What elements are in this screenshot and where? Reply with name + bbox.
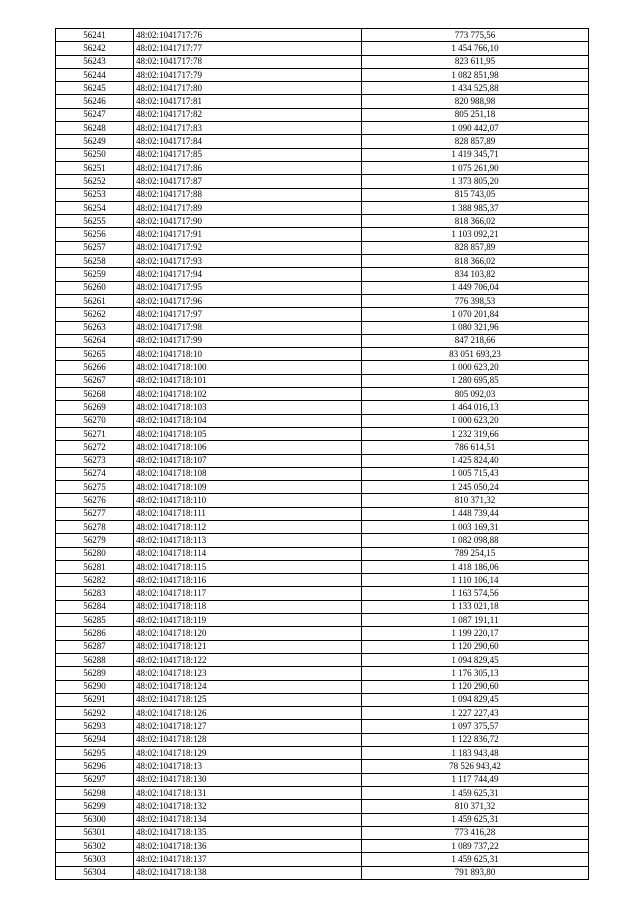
cadastral-value-cell: 1 464 016,13 — [362, 401, 589, 414]
row-number-cell: 56266 — [56, 361, 134, 374]
table-row — [56, 574, 589, 587]
cadastral-number-cell: 48:02:1041718:113 — [134, 534, 362, 547]
cadastral-number-cell: 48:02:1041718:127 — [134, 720, 362, 733]
table-row — [56, 401, 589, 414]
table-row — [56, 667, 589, 680]
cadastral-number-cell: 48:02:1041718:106 — [134, 441, 362, 454]
cadastral-number-cell: 48:02:1041718:126 — [134, 707, 362, 720]
cadastral-value-cell: 828 857,89 — [362, 241, 589, 254]
table-row — [56, 82, 589, 95]
table-row — [56, 108, 589, 121]
cadastral-value-cell: 818 366,02 — [362, 215, 589, 228]
table-row — [56, 547, 589, 560]
cadastral-value-cell: 1 089 737,22 — [362, 840, 589, 853]
row-number-cell: 56297 — [56, 773, 134, 786]
row-number-cell: 56250 — [56, 148, 134, 161]
row-number-cell: 56248 — [56, 122, 134, 135]
row-number-cell: 56243 — [56, 55, 134, 68]
table-row — [56, 693, 589, 706]
table-row — [56, 494, 589, 507]
cadastral-value-cell: 1 418 186,06 — [362, 560, 589, 573]
cadastral-value-cell: 815 743,05 — [362, 188, 589, 201]
cadastral-number-cell: 48:02:1041718:108 — [134, 467, 362, 480]
cadastral-number-cell: 48:02:1041717:78 — [134, 55, 362, 68]
table-row — [56, 361, 589, 374]
row-number-cell: 56293 — [56, 720, 134, 733]
cadastral-value-cell: 1 133 021,18 — [362, 600, 589, 613]
cadastral-number-cell: 48:02:1041717:84 — [134, 135, 362, 148]
table-row — [56, 813, 589, 826]
cadastral-value-cell: 789 254,15 — [362, 547, 589, 560]
row-number-cell: 56288 — [56, 653, 134, 666]
table-row — [56, 587, 589, 600]
cadastral-value-cell: 828 857,89 — [362, 135, 589, 148]
row-number-cell: 56264 — [56, 334, 134, 347]
cadastral-value-cell: 805 251,18 — [362, 108, 589, 121]
row-number-cell: 56259 — [56, 268, 134, 281]
cadastral-value-cell: 1 097 375,57 — [362, 720, 589, 733]
row-number-cell: 56304 — [56, 866, 134, 879]
cadastral-value-cell: 1 000 623,20 — [362, 414, 589, 427]
cadastral-number-cell: 48:02:1041718:124 — [134, 680, 362, 693]
table-row — [56, 241, 589, 254]
cadastral-value-cell: 773 416,28 — [362, 826, 589, 839]
cadastral-number-cell: 48:02:1041717:90 — [134, 215, 362, 228]
table-row — [56, 374, 589, 387]
row-number-cell: 56247 — [56, 108, 134, 121]
row-number-cell: 56291 — [56, 693, 134, 706]
row-number-cell: 56280 — [56, 547, 134, 560]
table-row — [56, 627, 589, 640]
table-row — [56, 188, 589, 201]
table-row — [56, 720, 589, 733]
cadastral-number-cell: 48:02:1041717:86 — [134, 161, 362, 174]
cadastral-number-cell: 48:02:1041717:96 — [134, 294, 362, 307]
row-number-cell: 56251 — [56, 161, 134, 174]
table-row — [56, 786, 589, 799]
cadastral-number-cell: 48:02:1041718:132 — [134, 800, 362, 813]
row-number-cell: 56253 — [56, 188, 134, 201]
row-number-cell: 56275 — [56, 481, 134, 494]
table-row — [56, 42, 589, 55]
row-number-cell: 56277 — [56, 507, 134, 520]
cadastral-value-cell: 1 245 050,24 — [362, 481, 589, 494]
cadastral-number-cell: 48:02:1041718:102 — [134, 388, 362, 401]
cadastral-value-cell: 847 218,66 — [362, 334, 589, 347]
cadastral-value-cell: 1 082 098,88 — [362, 534, 589, 547]
cadastral-number-cell: 48:02:1041718:115 — [134, 560, 362, 573]
cadastral-value-cell: 1 183 943,48 — [362, 747, 589, 760]
row-number-cell: 56265 — [56, 348, 134, 361]
cadastral-number-cell: 48:02:1041718:109 — [134, 481, 362, 494]
cadastral-number-cell: 48:02:1041718:134 — [134, 813, 362, 826]
cadastral-value-cell: 1 449 706,04 — [362, 281, 589, 294]
cadastral-number-cell: 48:02:1041718:100 — [134, 361, 362, 374]
cadastral-number-cell: 48:02:1041718:116 — [134, 574, 362, 587]
cadastral-number-cell: 48:02:1041717:85 — [134, 148, 362, 161]
table-row — [56, 201, 589, 214]
cadastral-value-cell: 1 373 805,20 — [362, 175, 589, 188]
cadastral-value-cell: 1 459 625,31 — [362, 813, 589, 826]
row-number-cell: 56276 — [56, 494, 134, 507]
cadastral-value-cell: 1 199 220,17 — [362, 627, 589, 640]
table-row — [56, 467, 589, 480]
row-number-cell: 56244 — [56, 68, 134, 81]
cadastral-value-cell: 1 080 321,96 — [362, 321, 589, 334]
cadastral-number-cell: 48:02:1041717:92 — [134, 241, 362, 254]
row-number-cell: 56258 — [56, 255, 134, 268]
table-row — [56, 640, 589, 653]
cadastral-value-cell: 810 371,32 — [362, 494, 589, 507]
table-row — [56, 175, 589, 188]
cadastral-number-cell: 48:02:1041717:80 — [134, 82, 362, 95]
row-number-cell: 56245 — [56, 82, 134, 95]
cadastral-number-cell: 48:02:1041718:128 — [134, 733, 362, 746]
table-row — [56, 441, 589, 454]
cadastral-number-cell: 48:02:1041717:89 — [134, 201, 362, 214]
cadastral-number-cell: 48:02:1041718:121 — [134, 640, 362, 653]
cadastral-value-cell: 1 110 106,14 — [362, 574, 589, 587]
row-number-cell: 56257 — [56, 241, 134, 254]
cadastral-value-cell: 1 434 525,88 — [362, 82, 589, 95]
cadastral-value-cell: 1 280 695,85 — [362, 374, 589, 387]
table-row — [56, 826, 589, 839]
row-number-cell: 56260 — [56, 281, 134, 294]
cadastral-value-cell: 1 000 623,20 — [362, 361, 589, 374]
cadastral-number-cell: 48:02:1041718:119 — [134, 614, 362, 627]
cadastral-number-cell: 48:02:1041717:91 — [134, 228, 362, 241]
cadastral-value-cell: 1 122 836,72 — [362, 733, 589, 746]
row-number-cell: 56242 — [56, 42, 134, 55]
cadastral-value-cell: 1 103 092,21 — [362, 228, 589, 241]
row-number-cell: 56267 — [56, 374, 134, 387]
cadastral-value-cell: 791 893,80 — [362, 866, 589, 879]
row-number-cell: 56255 — [56, 215, 134, 228]
row-number-cell: 56249 — [56, 135, 134, 148]
row-number-cell: 56279 — [56, 534, 134, 547]
row-number-cell: 56252 — [56, 175, 134, 188]
row-number-cell: 56246 — [56, 95, 134, 108]
cadastral-number-cell: 48:02:1041717:98 — [134, 321, 362, 334]
cadastral-number-cell: 48:02:1041718:135 — [134, 826, 362, 839]
table-row — [56, 228, 589, 241]
row-number-cell: 56278 — [56, 520, 134, 533]
cadastral-number-cell: 48:02:1041718:104 — [134, 414, 362, 427]
cadastral-number-cell: 48:02:1041717:95 — [134, 281, 362, 294]
table-row — [56, 321, 589, 334]
table-row — [56, 773, 589, 786]
table-row — [56, 388, 589, 401]
cadastral-value-cell: 78 526 943,42 — [362, 760, 589, 773]
cadastral-number-cell: 48:02:1041717:97 — [134, 308, 362, 321]
table-body — [56, 29, 589, 880]
table-row — [56, 55, 589, 68]
cadastral-value-cell: 1 082 851,98 — [362, 68, 589, 81]
row-number-cell: 56261 — [56, 294, 134, 307]
cadastral-number-cell: 48:02:1041718:110 — [134, 494, 362, 507]
cadastral-number-cell: 48:02:1041717:88 — [134, 188, 362, 201]
cadastral-value-cell: 1 227 227,43 — [362, 707, 589, 720]
row-number-cell: 56269 — [56, 401, 134, 414]
cadastral-number-cell: 48:02:1041718:122 — [134, 653, 362, 666]
table-row — [56, 481, 589, 494]
table-row — [56, 308, 589, 321]
table-row — [56, 414, 589, 427]
cadastral-number-cell: 48:02:1041718:117 — [134, 587, 362, 600]
row-number-cell: 56299 — [56, 800, 134, 813]
row-number-cell: 56270 — [56, 414, 134, 427]
cadastral-number-cell: 48:02:1041718:105 — [134, 427, 362, 440]
row-number-cell: 56263 — [56, 321, 134, 334]
table-row — [56, 454, 589, 467]
table-row — [56, 747, 589, 760]
cadastral-value-cell: 823 611,95 — [362, 55, 589, 68]
table-row — [56, 215, 589, 228]
cadastral-number-cell: 48:02:1041717:83 — [134, 122, 362, 135]
row-number-cell: 56285 — [56, 614, 134, 627]
table-row — [56, 707, 589, 720]
cadastral-number-cell: 48:02:1041718:136 — [134, 840, 362, 853]
row-number-cell: 56284 — [56, 600, 134, 613]
table-row — [56, 853, 589, 866]
cadastral-number-cell: 48:02:1041718:114 — [134, 547, 362, 560]
cadastral-value-cell: 810 371,32 — [362, 800, 589, 813]
cadastral-number-cell: 48:02:1041717:79 — [134, 68, 362, 81]
cadastral-value-cell: 1 005 715,43 — [362, 467, 589, 480]
cadastral-value-cell: 805 092,03 — [362, 388, 589, 401]
cadastral-number-cell: 48:02:1041718:123 — [134, 667, 362, 680]
table-row — [56, 534, 589, 547]
table-row — [56, 135, 589, 148]
row-number-cell: 56295 — [56, 747, 134, 760]
cadastral-value-cell: 1 070 201,84 — [362, 308, 589, 321]
cadastral-number-cell: 48:02:1041717:76 — [134, 29, 362, 42]
cadastral-number-cell: 48:02:1041718:103 — [134, 401, 362, 414]
cadastral-value-cell: 1 425 824,40 — [362, 454, 589, 467]
row-number-cell: 56271 — [56, 427, 134, 440]
cadastral-number-cell: 48:02:1041717:87 — [134, 175, 362, 188]
table-row — [56, 161, 589, 174]
cadastral-value-cell: 1 459 625,31 — [362, 786, 589, 799]
row-number-cell: 56272 — [56, 441, 134, 454]
cadastral-number-cell: 48:02:1041718:118 — [134, 600, 362, 613]
row-number-cell: 56300 — [56, 813, 134, 826]
cadastral-value-cell: 1 094 829,45 — [362, 653, 589, 666]
row-number-cell: 56256 — [56, 228, 134, 241]
cadastral-value-cell: 1 120 290,60 — [362, 640, 589, 653]
cadastral-number-cell: 48:02:1041718:131 — [134, 786, 362, 799]
table-row — [56, 334, 589, 347]
table-row — [56, 800, 589, 813]
table-row — [56, 148, 589, 161]
cadastral-number-cell: 48:02:1041718:101 — [134, 374, 362, 387]
cadastral-value-cell: 1 120 290,60 — [362, 680, 589, 693]
table-row — [56, 760, 589, 773]
row-number-cell: 56292 — [56, 707, 134, 720]
table-row — [56, 507, 589, 520]
row-number-cell: 56281 — [56, 560, 134, 573]
row-number-cell: 56287 — [56, 640, 134, 653]
row-number-cell: 56289 — [56, 667, 134, 680]
table-row — [56, 268, 589, 281]
table-row — [56, 255, 589, 268]
table-row — [56, 614, 589, 627]
cadastral-value-cell: 1 232 319,66 — [362, 427, 589, 440]
row-number-cell: 56268 — [56, 388, 134, 401]
cadastral-number-cell: 48:02:1041718:129 — [134, 747, 362, 760]
cadastral-number-cell: 48:02:1041718:138 — [134, 866, 362, 879]
cadastral-number-cell: 48:02:1041717:99 — [134, 334, 362, 347]
cadastral-value-cell: 1 163 574,56 — [362, 587, 589, 600]
row-number-cell: 56301 — [56, 826, 134, 839]
cadastral-value-cell: 83 051 693,23 — [362, 348, 589, 361]
table-row — [56, 680, 589, 693]
row-number-cell: 56282 — [56, 574, 134, 587]
cadastral-value-cell: 773 775,56 — [362, 29, 589, 42]
row-number-cell: 56273 — [56, 454, 134, 467]
cadastral-number-cell: 48:02:1041717:81 — [134, 95, 362, 108]
table-row — [56, 653, 589, 666]
row-number-cell: 56302 — [56, 840, 134, 853]
row-number-cell: 56290 — [56, 680, 134, 693]
table-row — [56, 281, 589, 294]
cadastral-value-cell: 1 448 739,44 — [362, 507, 589, 520]
cadastral-number-cell: 48:02:1041718:120 — [134, 627, 362, 640]
row-number-cell: 56283 — [56, 587, 134, 600]
cadastral-number-cell: 48:02:1041718:112 — [134, 520, 362, 533]
table-row — [56, 866, 589, 879]
table-row — [56, 520, 589, 533]
cadastral-value-cell: 834 103,82 — [362, 268, 589, 281]
cadastral-number-cell: 48:02:1041718:130 — [134, 773, 362, 786]
table-row — [56, 294, 589, 307]
table-row — [56, 68, 589, 81]
table-row — [56, 348, 589, 361]
cadastral-value-cell: 820 988,98 — [362, 95, 589, 108]
table-row — [56, 560, 589, 573]
cadastral-number-cell: 48:02:1041718:107 — [134, 454, 362, 467]
row-number-cell: 56241 — [56, 29, 134, 42]
cadastral-number-cell: 48:02:1041717:77 — [134, 42, 362, 55]
cadastral-value-cell: 1 090 442,07 — [362, 122, 589, 135]
table-row — [56, 840, 589, 853]
cadastral-value-cell: 1 117 744,49 — [362, 773, 589, 786]
table-row — [56, 29, 589, 42]
cadastral-number-cell: 48:02:1041718:137 — [134, 853, 362, 866]
cadastral-value-cell: 818 366,02 — [362, 255, 589, 268]
row-number-cell: 56274 — [56, 467, 134, 480]
row-number-cell: 56303 — [56, 853, 134, 866]
cadastral-number-cell: 48:02:1041717:82 — [134, 108, 362, 121]
cadastral-number-cell: 48:02:1041718:125 — [134, 693, 362, 706]
cadastral-value-cell: 1 003 169,31 — [362, 520, 589, 533]
table-row — [56, 733, 589, 746]
table-row — [56, 427, 589, 440]
row-number-cell: 56262 — [56, 308, 134, 321]
cadastral-value-cell: 776 398,53 — [362, 294, 589, 307]
cadastral-number-cell: 48:02:1041718:13 — [134, 760, 362, 773]
row-number-cell: 56296 — [56, 760, 134, 773]
cadastral-value-cell: 1 094 829,45 — [362, 693, 589, 706]
row-number-cell: 56286 — [56, 627, 134, 640]
row-number-cell: 56254 — [56, 201, 134, 214]
cadastral-value-table — [55, 28, 589, 880]
cadastral-number-cell: 48:02:1041717:94 — [134, 268, 362, 281]
cadastral-value-cell: 1 454 766,10 — [362, 42, 589, 55]
table-row — [56, 122, 589, 135]
row-number-cell: 56294 — [56, 733, 134, 746]
row-number-cell: 56298 — [56, 786, 134, 799]
cadastral-value-cell: 786 614,51 — [362, 441, 589, 454]
cadastral-value-cell: 1 176 305,13 — [362, 667, 589, 680]
cadastral-number-cell: 48:02:1041718:10 — [134, 348, 362, 361]
cadastral-value-cell: 1 075 261,90 — [362, 161, 589, 174]
cadastral-number-cell: 48:02:1041717:93 — [134, 255, 362, 268]
cadastral-number-cell: 48:02:1041718:111 — [134, 507, 362, 520]
cadastral-value-cell: 1 087 191,11 — [362, 614, 589, 627]
cadastral-value-cell: 1 419 345,71 — [362, 148, 589, 161]
table-row — [56, 95, 589, 108]
table-row — [56, 600, 589, 613]
cadastral-value-cell: 1 459 625,31 — [362, 853, 589, 866]
cadastral-value-cell: 1 388 985,37 — [362, 201, 589, 214]
